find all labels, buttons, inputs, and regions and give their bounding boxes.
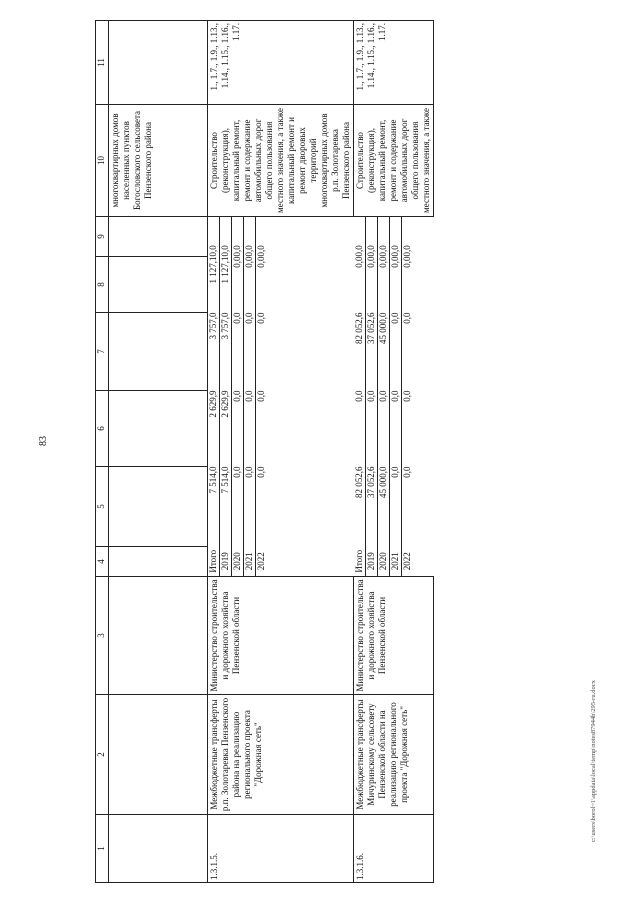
value: 0,0 <box>354 217 366 257</box>
value: 0,0 <box>378 217 390 257</box>
continuation-text: многоквартирных домов населенных пунктов Богословского сельсовета Пензенского района <box>109 105 208 217</box>
year-label: 2019 <box>366 547 378 577</box>
year-label: Итого <box>354 547 366 577</box>
value: 0,0 <box>232 391 244 467</box>
col-num: 9 <box>96 217 109 257</box>
col-num: 4 <box>96 547 109 577</box>
col-num: 6 <box>96 391 109 467</box>
year-label: 2022 <box>401 552 412 571</box>
page-number: 83 <box>38 436 49 446</box>
col-num: 1 <box>96 815 109 883</box>
value: 0,0 <box>232 467 244 547</box>
local-funding <box>208 257 354 313</box>
value: 0,0 <box>232 257 244 313</box>
value: 0,0 <box>390 467 402 547</box>
value: 0,0 <box>244 313 256 391</box>
value: 37 052,6 <box>366 467 378 547</box>
program-table <box>95 21 612 883</box>
value: 0,0 <box>244 467 256 547</box>
year-label: 2020 <box>232 547 244 577</box>
value: 0,0 <box>220 217 232 257</box>
table-row <box>354 21 434 883</box>
value: 0,0 <box>232 217 244 257</box>
value: 0,0 <box>244 257 256 313</box>
row-number: 1.3.1.6. <box>354 815 434 883</box>
local-funding <box>354 257 434 313</box>
measure-name: Межбюджетные трансферты р.п. Золотаревка Пензенского района на реализацию регионального проекта "Дорожная сеть" <box>208 695 354 815</box>
col-num: 8 <box>96 257 109 313</box>
years-cell <box>354 547 434 577</box>
value: 0,0 <box>390 313 402 391</box>
value: 0,0 <box>256 312 266 324</box>
value: 0,0 <box>366 391 378 467</box>
value: 7 514,0 <box>208 467 220 547</box>
total-funding <box>208 467 354 547</box>
value: 0,0 <box>401 390 412 402</box>
value: 45 000,0 <box>378 313 390 391</box>
value: 1 127,1 <box>208 257 220 313</box>
value: 0,0 <box>378 257 390 313</box>
value: 1 127,1 <box>220 257 232 313</box>
value: 0,0 <box>401 245 412 257</box>
value: 0,0 <box>366 257 378 313</box>
value: 0,0 <box>208 217 220 257</box>
value: 0,0 <box>256 245 266 257</box>
other-funding <box>208 217 354 257</box>
row-number: 1.3.1.5. <box>208 815 354 883</box>
indicator-links: 1., 1.7., 1.9., 1.13., 1.14., 1.15., 1.16., 1.17. <box>208 21 354 105</box>
value: 37 052,6 <box>366 313 378 391</box>
value: 0,0 <box>366 217 378 257</box>
year-label: 2022 <box>256 552 266 571</box>
value: 82 052,6 <box>354 313 366 391</box>
federal-funding <box>208 391 354 467</box>
year-label: Итого <box>208 547 220 577</box>
value: 3 757,0 <box>220 313 232 391</box>
regional-funding <box>354 313 434 391</box>
value: 0,0 <box>256 466 266 478</box>
value: 2 629,9 <box>208 391 220 467</box>
measure-name: Межбюджетные трансферты Мичуринскому сельсовету Пензенской области на реализацию регионального проекта "Дорожная сеть" <box>354 695 434 815</box>
col-num: 11 <box>96 21 109 105</box>
continuation-row <box>109 21 208 883</box>
year-label: 2019 <box>220 547 232 577</box>
value: 0,0 <box>256 256 266 268</box>
executor: Министерство строительства и дорожного хозяйства Пензенской области <box>208 577 354 695</box>
value: 3 757,0 <box>208 313 220 391</box>
other-funding <box>354 217 434 257</box>
value: 0,0 <box>354 257 366 313</box>
value: 0,0 <box>401 256 412 268</box>
value: 0,0 <box>401 312 412 324</box>
value: 0,0 <box>244 391 256 467</box>
value: 82 052,6 <box>354 467 366 547</box>
value: 0,0 <box>390 257 402 313</box>
indicator-links: 1., 1.7., 1.9., 1.13., 1.14., 1.15., 1.16., 1.17. <box>354 21 434 105</box>
table-row <box>208 21 354 883</box>
year-label: 2021 <box>390 547 402 577</box>
value: 0,0 <box>256 390 266 402</box>
value: 0,0 <box>401 466 412 478</box>
regional-funding <box>208 313 354 391</box>
value: 0,0 <box>244 217 256 257</box>
value: 0,0 <box>378 391 390 467</box>
column-number-row <box>96 21 109 883</box>
years-cell <box>208 547 354 577</box>
col-num: 2 <box>96 695 109 815</box>
total-funding <box>354 467 434 547</box>
col-num: 5 <box>96 467 109 547</box>
col-num: 7 <box>96 313 109 391</box>
executor: Министерство строительства и дорожного хозяйства Пензенской области <box>354 577 434 695</box>
year-label: 2021 <box>244 547 256 577</box>
value: 2 629,9 <box>220 391 232 467</box>
expected-result: Строительство (реконструкция), капитальный ремонт, ремонт и содержание автомобильных дорог общего пользования местного значения, а также <box>354 105 434 217</box>
value: 45 000,0 <box>378 467 390 547</box>
federal-funding <box>354 391 434 467</box>
value: 0,0 <box>390 217 402 257</box>
value: 0,0 <box>354 391 366 467</box>
col-num: 10 <box>96 105 109 217</box>
expected-result: Строительство (реконструкция), капитальный ремонт, ремонт и содержание автомобильных дорог общего пользования местного значения, а также капитальный ремонт и ремонт дворовых территорий многоквартирных домов р.п. Золотаревка Пензенского района <box>208 105 354 217</box>
value: 0,0 <box>232 313 244 391</box>
value: 7 514,0 <box>220 467 232 547</box>
file-path-footer: c:\users\borol~1\appdata\local\temp\notes87944b\295-ru.docx <box>590 680 597 842</box>
col-num: 3 <box>96 577 109 695</box>
value: 0,0 <box>390 391 402 467</box>
year-label: 2020 <box>378 547 390 577</box>
